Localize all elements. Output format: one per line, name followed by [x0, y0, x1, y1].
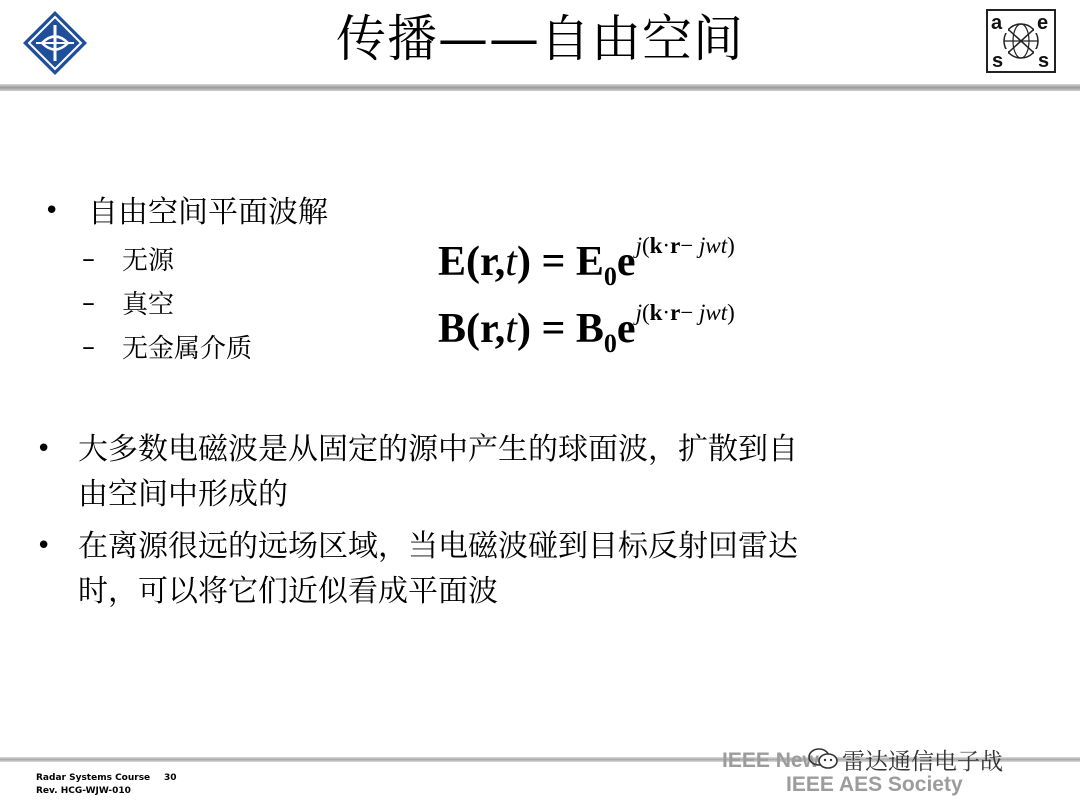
condition-item: 无源 — [122, 246, 175, 276]
equation-b-field: $B(r,t) = B_0e^{j(k\cdot r- jwt)}$ — [438, 300, 735, 358]
bullet-dot: • — [36, 531, 52, 561]
bullet-text: 大多数电磁波是从固定的源中产生的球面波，扩散到自 — [78, 432, 798, 467]
footer-ieee-new: IEEE New — [722, 749, 819, 772]
bullet-text: 由空间中形成的 — [78, 477, 288, 512]
condition-item: 无金属介质 — [122, 334, 253, 364]
watermark-text: 雷达通信电子战 — [842, 749, 1003, 775]
watermark — [808, 747, 1003, 778]
bullet-heading: 自由空间平面波解 — [88, 195, 328, 230]
equation-e-field: $E(r,t) = E_0e^{j(k\cdot r- jwt)}$ — [438, 233, 735, 291]
condition-item: 真空 — [122, 290, 175, 320]
footer-page-number: 30 — [164, 773, 177, 783]
footer-revision: Rev. HCG-WJW-010 — [36, 786, 131, 796]
bullet-dot: • — [44, 196, 60, 226]
footer-course: Radar Systems Course — [36, 773, 151, 783]
aes-logo — [986, 9, 1056, 73]
svg-text:e: e — [1037, 12, 1049, 34]
bullet-text: 时，可以将它们近似看成平面波 — [78, 574, 498, 609]
dash-marker: – — [82, 332, 95, 362]
slide-title: 传播——自由空间 — [336, 10, 744, 68]
bullet-dot: • — [36, 434, 52, 464]
bullet-text: 在离源很远的远场区域，当电磁波碰到目标反射回雷达 — [78, 529, 798, 564]
dash-marker: – — [82, 244, 95, 274]
svg-text:s: s — [1038, 50, 1050, 72]
footer-ieee-aes: IEEE AES Society — [786, 773, 963, 796]
svg-text:s: s — [992, 50, 1004, 72]
ieee-logo — [22, 10, 88, 76]
wechat-icon — [808, 748, 838, 778]
dash-marker: – — [82, 288, 95, 318]
svg-text:a: a — [991, 12, 1003, 34]
header-divider — [0, 84, 1080, 91]
